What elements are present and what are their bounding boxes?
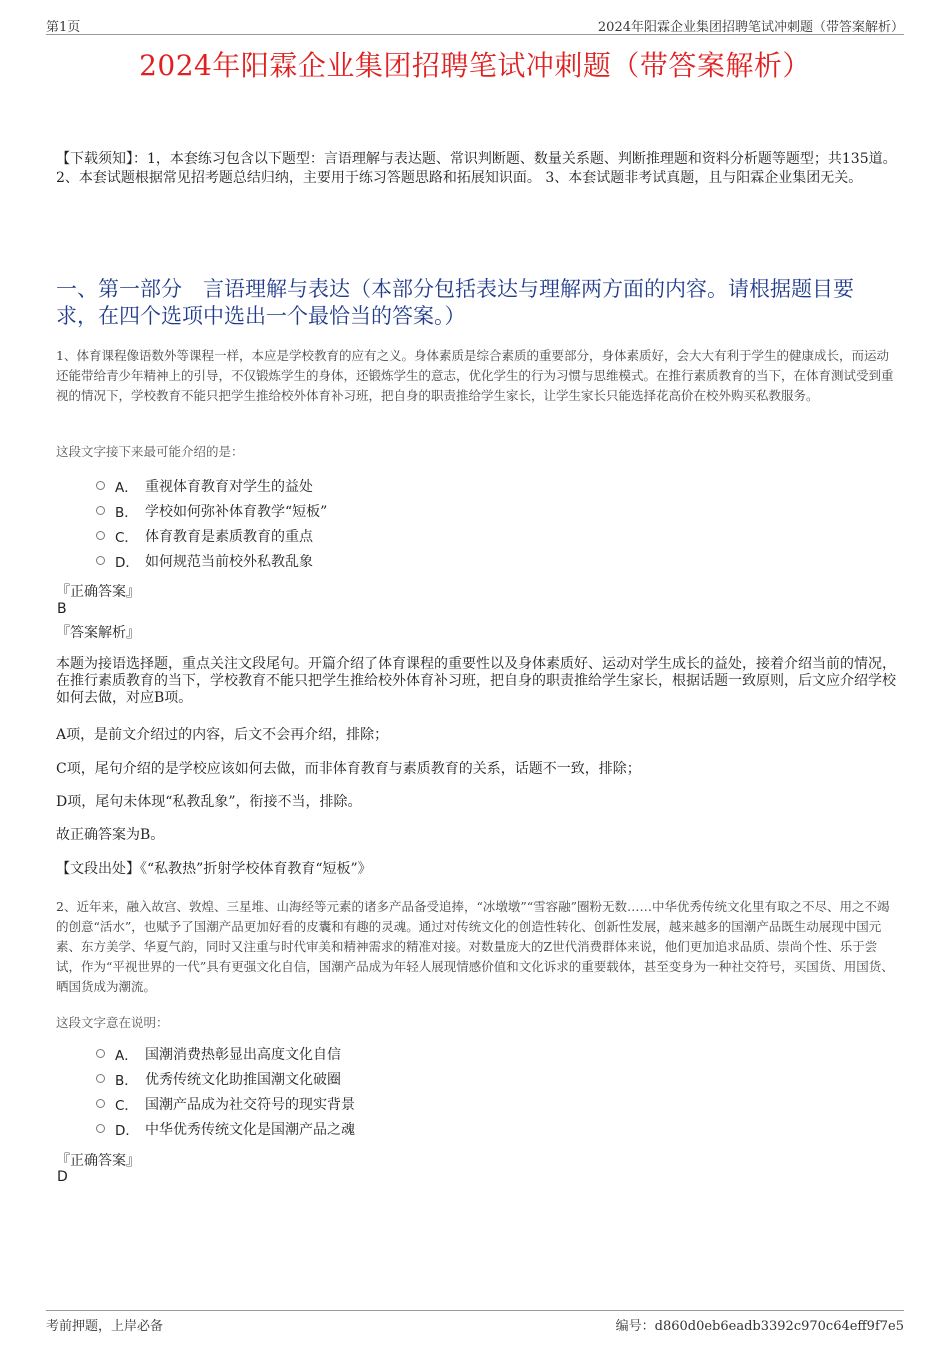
- question-2-option-b[interactable]: [96, 1066, 355, 1091]
- question-1-conclusion: 故正确答案为B。: [56, 827, 165, 843]
- option-text: 国潮产品成为社交符号的现实背景: [145, 1096, 355, 1113]
- question-1-analysis-label: 『答案解析』: [56, 625, 140, 641]
- footer-document-id: 编号：d860d0eb6eadb3392c970c64eff9f7e5: [615, 1319, 904, 1334]
- question-2-option-a[interactable]: [96, 1041, 355, 1066]
- question-1-option-c[interactable]: [96, 523, 327, 548]
- question-2-options: [96, 1041, 355, 1141]
- question-1-options: [96, 473, 327, 573]
- radio-icon[interactable]: [96, 1124, 105, 1133]
- question-1-option-d[interactable]: [96, 548, 327, 573]
- option-text: 国潮消费热彰显出高度文化自信: [145, 1046, 341, 1063]
- option-text: 重视体育教育对学生的益处: [145, 478, 313, 495]
- option-text: 中华优秀传统文化是国潮产品之魂: [145, 1121, 355, 1138]
- radio-icon[interactable]: [96, 556, 105, 565]
- option-letter: C．: [115, 1097, 138, 1114]
- header-doc-title: 2024年阳霖企业集团招聘笔试冲刺题（带答案解析）: [597, 20, 904, 35]
- page-header: [46, 16, 904, 35]
- question-2-option-c[interactable]: [96, 1091, 355, 1116]
- page-number: 第1页: [46, 20, 81, 35]
- question-1-analysis-para: 本题为接语选择题，重点关注文段尾句。开篇介绍了体育课程的重要性以及身体素质好、运动对学生成长的益处，接着介绍当前的情况，在推行素质教育的当下，学校教育不能只把学生推给校外体育补习班，把自身的职责推给学生家长，根据话题一致原则，后文应介绍学校如何去做，对应B项。: [56, 656, 896, 706]
- radio-icon[interactable]: [96, 531, 105, 540]
- option-letter: C．: [115, 529, 138, 546]
- radio-icon[interactable]: [96, 1099, 105, 1108]
- question-1-answer-label: 『正确答案』: [56, 584, 140, 600]
- option-letter: B．: [115, 1072, 138, 1089]
- question-1-option-a[interactable]: [96, 473, 327, 498]
- download-notice: 【下载须知】：1，本套练习包含以下题型：言语理解与表达题、常识判断题、数量关系题、判断推理题和资料分析题等题型；共135道。 2、本套试题根据常见招考题总结归纳，主要用于练习答题思路和拓展知识面。 3、本套试题非考试真题，且与阳霖企业集团无关。: [56, 151, 897, 186]
- option-letter: B．: [115, 504, 138, 521]
- question-1-analysis-c: C项，尾句介绍的是学校应该如何去做，而非体育教育与素质教育的关系，话题不一致，排除；: [56, 761, 641, 777]
- question-1-option-b[interactable]: [96, 498, 327, 523]
- option-text: 优秀传统文化助推国潮文化破圈: [145, 1071, 341, 1088]
- option-letter: D．: [115, 1122, 139, 1139]
- question-1-prompt: 这段文字接下来最可能介绍的是：: [56, 444, 244, 459]
- question-2-answer: D: [57, 1169, 68, 1185]
- option-text: 如何规范当前校外私教乱象: [145, 553, 313, 570]
- option-text: 学校如何弥补体育教学“短板”: [145, 503, 328, 520]
- question-1-source: 【文段出处】《“私教热”折射学校体育教育“短板”》: [56, 861, 372, 877]
- option-letter: A．: [115, 479, 138, 496]
- radio-icon[interactable]: [96, 1049, 105, 1058]
- radio-icon[interactable]: [96, 1074, 105, 1083]
- page-footer: [46, 1310, 904, 1334]
- question-2-text: 2、近年来，融入故宫、敦煌、三星堆、山海经等元素的诸多产品备受追捧，“冰墩墩”“雪容融”圈粉无数……中华优秀传统文化里有取之不尽、用之不竭的创意“活水”，也赋予了国潮产品更加好看的皮囊和有趣的灵魂。通过对传统文化的创造性转化、创新性发展，越来越多的国潮产品既生动展现中国元素、东方美学、华夏气韵，同时又注重与时代审美和精神需求的精准对接。对数量庞大的Z世代消费群体来说，他们更加追求品质、崇尚个性、乐于尝试，作为“平视世界的一代”具有更强文化自信，国潮产品成为年轻人展现情感价值和文化诉求的重要载体，甚至变身为一种社交符号，买国货、用国货、晒国货成为潮流。: [56, 899, 894, 994]
- question-1-analysis-a: A项，是前文介绍过的内容，后文不会再介绍，排除；: [56, 727, 389, 743]
- question-1-answer: B: [57, 601, 67, 617]
- radio-icon[interactable]: [96, 506, 105, 515]
- option-text: 体育教育是素质教育的重点: [145, 528, 313, 545]
- document-title: 2024年阳霖企业集团招聘笔试冲刺题（带答案解析）: [139, 49, 811, 82]
- question-2-prompt: 这段文字意在说明：: [56, 1015, 169, 1030]
- radio-icon[interactable]: [96, 481, 105, 490]
- question-2-answer-label: 『正确答案』: [56, 1153, 140, 1169]
- option-letter: D．: [115, 554, 139, 571]
- question-2-option-d[interactable]: [96, 1116, 355, 1141]
- question-1-text: 1、体育课程像语数外等课程一样，本应是学校教育的应有之义。身体素质是综合素质的重要部分，身体素质好，会大大有利于学生的健康成长，而运动还能带给青少年精神上的引导，不仅锻炼学生的身体，还锻炼学生的意志，优化学生的行为习惯与思维模式。在推行素质教育的当下，在体育测试受到重视的情况下，学校教育不能只把学生推给校外体育补习班，把自身的职责推给学生家长，让学生家长只能选择花高价在校外购买私教服务。: [56, 348, 894, 403]
- footer-slogan: 考前押题，上岸必备: [46, 1319, 164, 1334]
- section-heading: 一、第一部分 言语理解与表达（本部分包括表达与理解两方面的内容。请根据题目要求，在四个选项中选出一个最恰当的答案。）: [56, 277, 854, 328]
- question-1-analysis-d: D项，尾句未体现“私教乱象”，衔接不当，排除。: [56, 794, 362, 810]
- option-letter: A．: [115, 1047, 138, 1064]
